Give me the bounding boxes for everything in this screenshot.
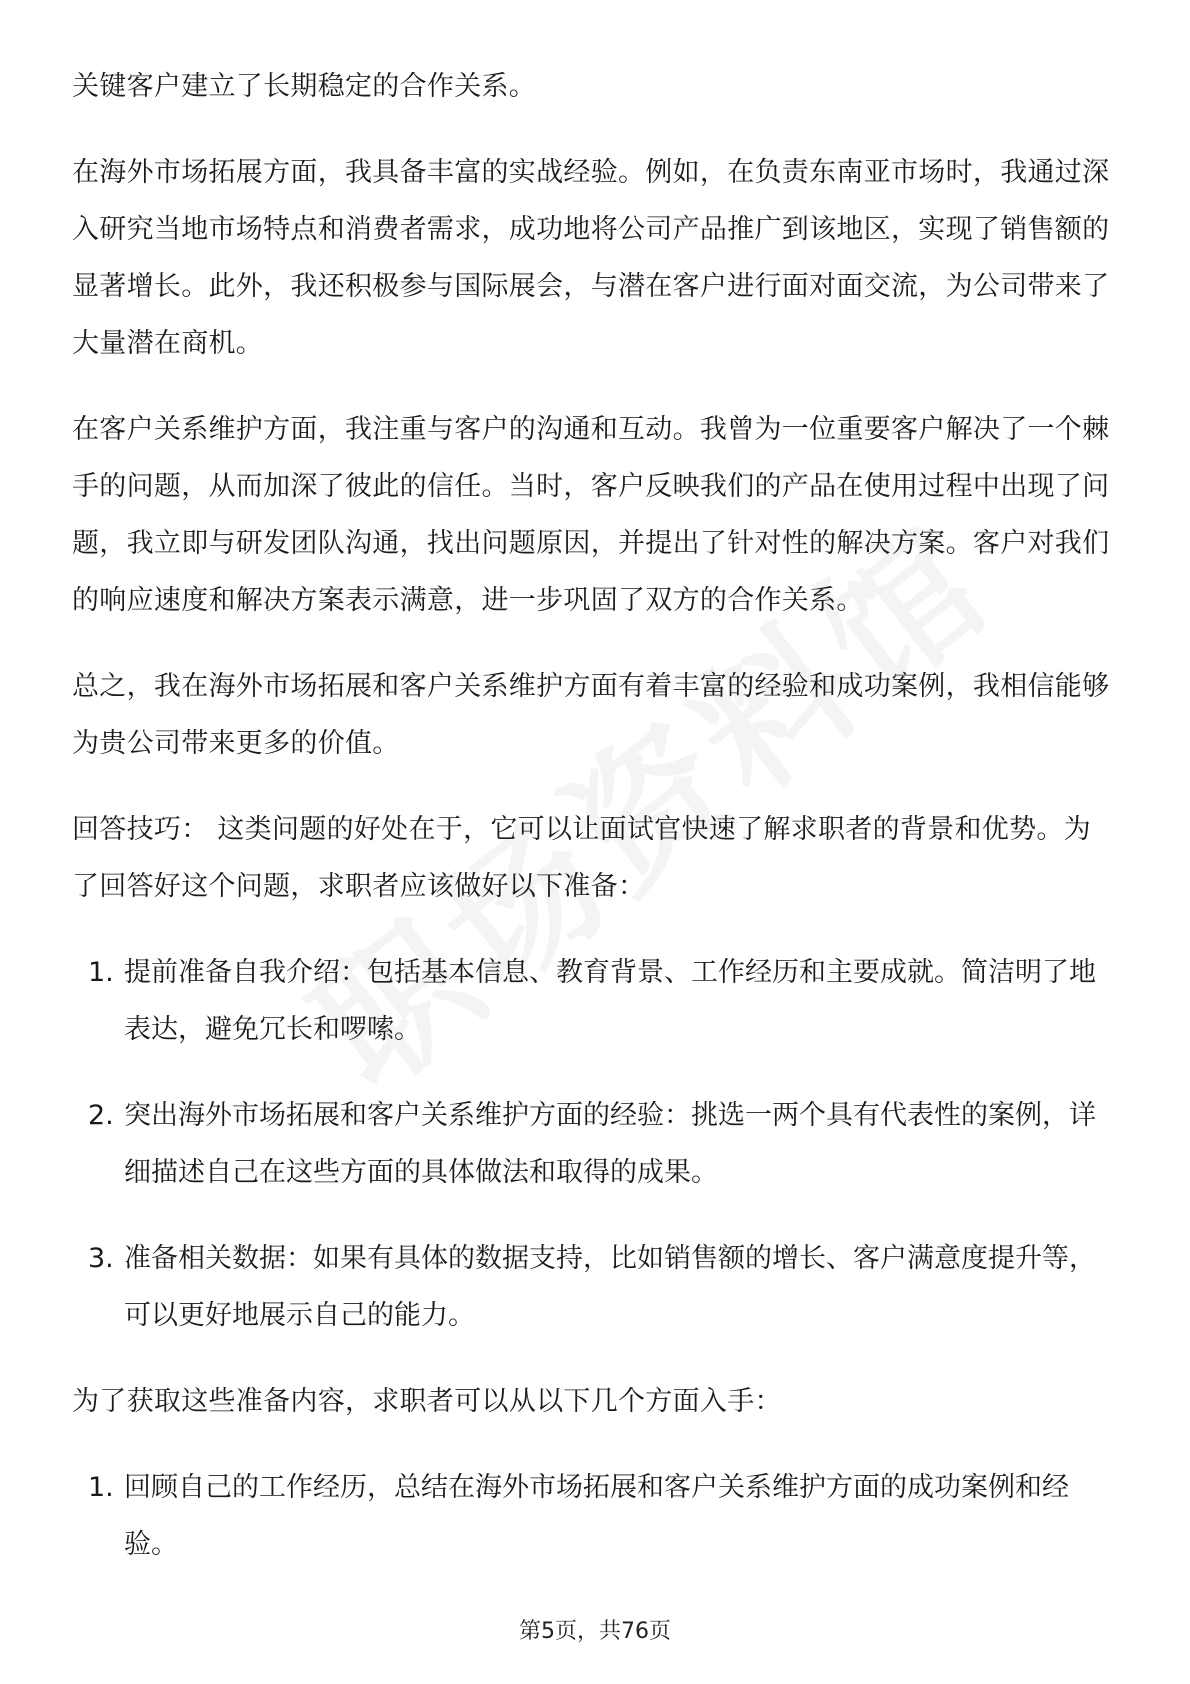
list-item-text: 提前准备自我介绍：包括基本信息、教育背景、工作经历和主要成就。简洁明了地表达，避免冗长和啰嗦。: [124, 957, 1096, 1045]
list-item: [72, 1087, 1118, 1201]
document-body: [72, 58, 1118, 1602]
list-item: [72, 1230, 1118, 1344]
list-item: [72, 944, 1118, 1058]
list-number: 1.: [88, 1472, 114, 1503]
paragraph-sources-intro: 为了获取这些准备内容，求职者可以从以下几个方面入手：: [72, 1386, 782, 1417]
paragraph-answer-tips: 回答技巧： 这类问题的好处在于，它可以让面试官快速了解求职者的背景和优势。为了回答好这个问题，求职者应该做好以下准备：: [72, 814, 1091, 902]
list-item-text: 突出海外市场拓展和客户关系维护方面的经验：挑选一两个具有代表性的案例，详细描述自己在这些方面的具体做法和取得的成果。: [124, 1100, 1096, 1188]
list-number: 1.: [88, 957, 114, 988]
list-number: 2.: [88, 1100, 114, 1131]
list-item: [72, 1459, 1118, 1573]
sources-list: [72, 1459, 1118, 1573]
paragraph-intro-end: 关键客户建立了长期稳定的合作关系。: [72, 71, 537, 102]
page-number-footer: 第5页，共76页: [519, 1619, 671, 1644]
preparation-list: [72, 944, 1118, 1344]
paragraph-overseas-market: 在海外市场拓展方面，我具备丰富的实战经验。例如，在负责东南亚市场时，我通过深入研究当地市场特点和消费者需求，成功地将公司产品推广到该地区，实现了销售额的显著增长。此外，我还积极参与国际展会，与潜在客户进行面对面交流，为公司带来了大量潜在商机。: [72, 157, 1110, 359]
list-item-text: 回顾自己的工作经历，总结在海外市场拓展和客户关系维护方面的成功案例和经验。: [124, 1472, 1069, 1560]
list-number: 3.: [88, 1243, 114, 1274]
list-item-text: 准备相关数据：如果有具体的数据支持，比如销售额的增长、客户满意度提升等，可以更好地展示自己的能力。: [124, 1243, 1096, 1331]
paragraph-conclusion: 总之，我在海外市场拓展和客户关系维护方面有着丰富的经验和成功案例，我相信能够为贵公司带来更多的价值。: [72, 671, 1110, 759]
paragraph-client-relations: 在客户关系维护方面，我注重与客户的沟通和互动。我曾为一位重要客户解决了一个棘手的问题，从而加深了彼此的信任。当时，客户反映我们的产品在使用过程中出现了问题，我立即与研发团队沟通，找出问题原因，并提出了针对性的解决方案。客户对我们的响应速度和解决方案表示满意，进一步巩固了双方的合作关系。: [72, 414, 1110, 616]
